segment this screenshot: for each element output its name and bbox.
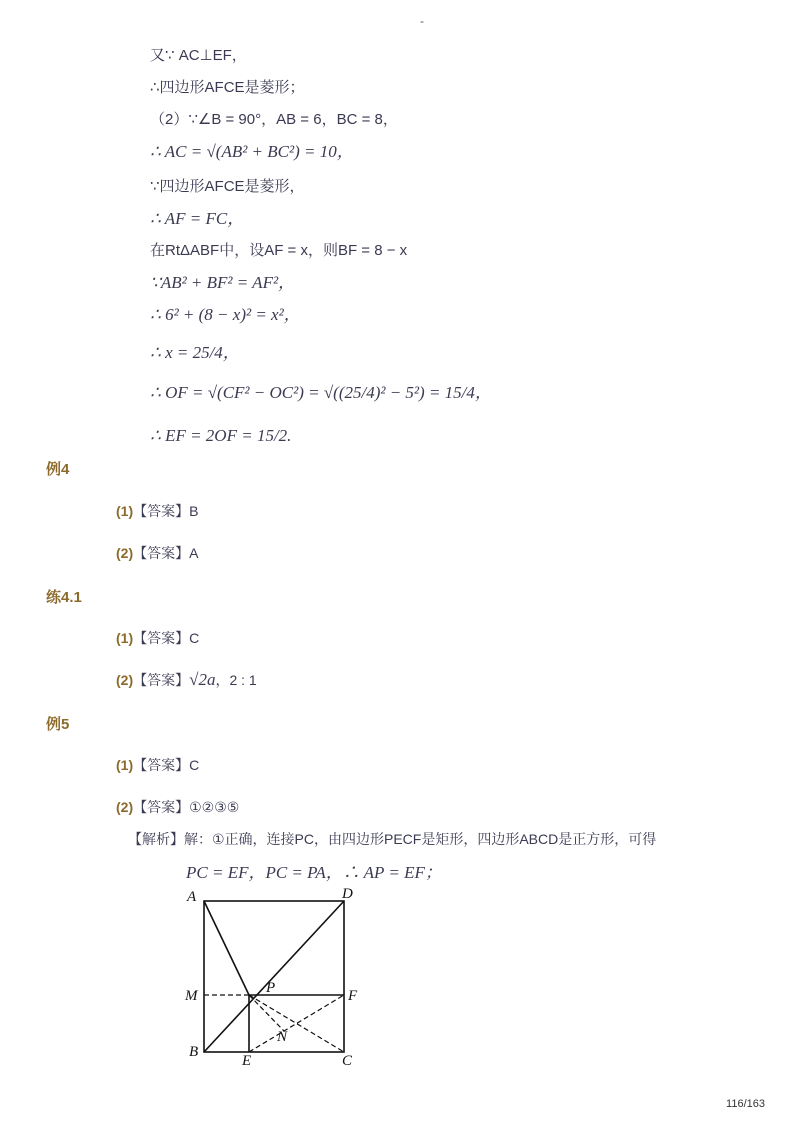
- answer-text: 【答案】B: [133, 503, 199, 519]
- solution-line-4: [150, 142, 354, 163]
- answer-text: 【答案】C: [133, 757, 200, 773]
- line-6-text: ∴ AF = FC，: [150, 209, 245, 228]
- answer-number: (1): [116, 757, 134, 773]
- answer-text: 【答案】A: [133, 545, 199, 561]
- analysis-line: [128, 829, 656, 849]
- analysis-label: 【解析】: [128, 831, 184, 847]
- line-9-text: ∴ 6² + (8 − x)² = x²，: [150, 305, 301, 324]
- section-example-5-title: 例5: [46, 716, 70, 733]
- segment-ap: [204, 901, 249, 995]
- label-a: A: [187, 889, 197, 905]
- solution-line-3: [150, 110, 398, 130]
- label-e: E: [242, 1053, 252, 1069]
- answer-text: 【答案】C: [133, 630, 200, 646]
- solution-line-8: [150, 273, 295, 294]
- example-5-answer-2: [116, 797, 239, 817]
- label-p: P: [266, 980, 276, 996]
- line-7-text: 在RtΔABF中，设AF = x，则BF = 8 − x: [150, 242, 408, 259]
- solution-line-7: [150, 241, 407, 261]
- line-8-text: ∵AB² + BF² = AF²，: [150, 273, 296, 292]
- label-d: D: [342, 886, 353, 902]
- answer-number: (2): [116, 799, 134, 815]
- answer-number: (2): [116, 672, 134, 688]
- diagonal-bd: [204, 901, 344, 1052]
- answer-ratio: ，2 : 1: [215, 672, 257, 688]
- example-4-answer-1: [116, 501, 198, 521]
- answer-number: (1): [116, 503, 134, 519]
- page-number: 116/163: [726, 1098, 765, 1110]
- solution-line-6: [150, 209, 244, 230]
- solution-line-12: [150, 426, 291, 447]
- analysis-text: 解：①正确，连接PC，由四边形PECF是矩形，四边形ABCD是正方形，可得: [184, 831, 657, 847]
- solution-line-1: [150, 46, 247, 66]
- solution-line-11: [150, 383, 492, 404]
- line-5-text: ∵四边形AFCE是菱形，: [150, 178, 305, 195]
- line-3-text: （2）∵∠B = 90°，AB = 6，BC = 8，: [150, 111, 398, 128]
- practice-4-1-answer-2: [116, 670, 257, 690]
- solution-line-5: [150, 177, 305, 197]
- section-example-5: [46, 713, 69, 734]
- solution-line-2: [150, 78, 305, 98]
- line-4-text: ∴ AC = √(AB² + BC²) = 10，: [150, 142, 354, 161]
- label-c: C: [342, 1053, 353, 1069]
- header-mark: -: [420, 14, 424, 28]
- label-f: F: [348, 988, 358, 1004]
- line-11-text: ∴ OF = √(CF² − OC²) = √((25/4)² − 5²) = 15/4，: [150, 383, 492, 402]
- line-12-text: ∴ EF = 2OF = 15/2.: [150, 426, 292, 445]
- practice-4-1-answer-1: [116, 628, 199, 648]
- example-5-answer-1: [116, 755, 199, 775]
- answer-math: √2a: [189, 670, 216, 689]
- label-b: B: [189, 1044, 199, 1060]
- square-geometry-figure: [182, 884, 382, 1074]
- analysis-equation: PC = EF，PC = PA，∴ AP = EF；: [186, 863, 442, 882]
- answer-text: 【答案】①②③⑤: [133, 799, 240, 815]
- section-practice-4-1-title: 练4.1: [46, 589, 82, 606]
- label-n: N: [277, 1029, 288, 1045]
- line-1-text: 又∵ AC⊥EF，: [150, 47, 247, 64]
- section-example-4: [46, 458, 69, 479]
- label-m: M: [185, 988, 198, 1004]
- answer-text: 【答案】: [133, 672, 190, 688]
- line-2-text: ∴四边形AFCE是菱形；: [150, 79, 305, 96]
- section-example-4-title: 例4: [46, 461, 70, 478]
- example-4-answer-2: [116, 543, 198, 563]
- section-practice-4-1: [46, 586, 82, 607]
- line-10-text: ∴ x = 25/4，: [150, 343, 240, 362]
- solution-line-9: [150, 305, 301, 326]
- solution-line-10: [150, 343, 240, 364]
- answer-number: (1): [116, 630, 134, 646]
- answer-number: (2): [116, 545, 134, 561]
